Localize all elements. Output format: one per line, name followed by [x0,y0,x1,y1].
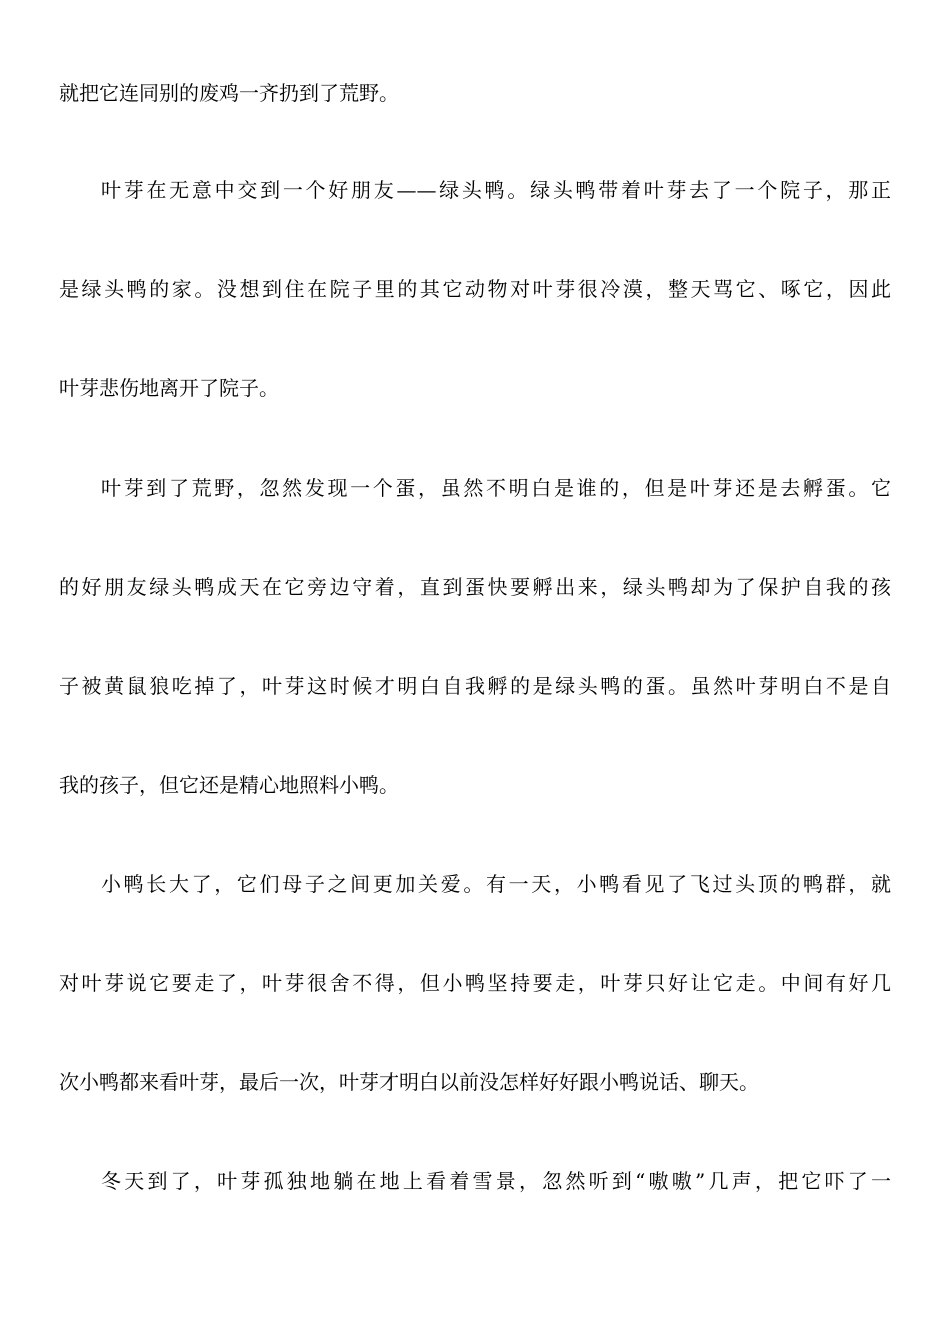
text-line-6: 的好朋友绿头鸭成天在它旁边守着，直到蛋快要孵出来，绿头鸭却为了保护自我的孩 [59,575,891,599]
text-line-10: 对叶芽说它要走了，叶芽很舍不得，但小鸭坚持要走，叶芽只好让它走。中间有好几 [59,971,891,995]
text-line-2: 叶芽在无意中交到一个好朋友——绿头鸭。绿头鸭带着叶芽去了一个院子，那正 [101,178,891,202]
text-line-9: 小鸭长大了，它们母子之间更加关爱。有一天，小鸭看见了飞过头顶的鸭群，就 [101,872,891,896]
text-line-4: 叶芽悲伤地离开了院子。 [59,376,279,400]
text-line-1: 就把它连同别的废鸡一齐扔到了荒野。 [59,81,399,105]
text-line-5: 叶芽到了荒野，忽然发现一个蛋，虽然不明白是谁的，但是叶芽还是去孵蛋。它 [101,476,891,500]
text-line-7: 子被黄鼠狼吃掉了，叶芽这时候才明白自我孵的是绿头鸭的蛋。虽然叶芽明白不是自 [59,674,891,698]
text-line-12: 冬天到了，叶芽孤独地躺在地上看着雪景，忽然听到“嗷嗷”几声，把它吓了一 [101,1169,891,1193]
text-line-11: 次小鸭都来看叶芽，最后一次，叶芽才明白以前没怎样好好跟小鸭说话、聊天。 [59,1070,759,1094]
text-line-8: 我的孩子，但它还是精心地照料小鸭。 [59,773,399,797]
text-line-3: 是绿头鸭的家。没想到住在院子里的其它动物对叶芽很冷漠，整天骂它、啄它，因此 [59,277,891,301]
